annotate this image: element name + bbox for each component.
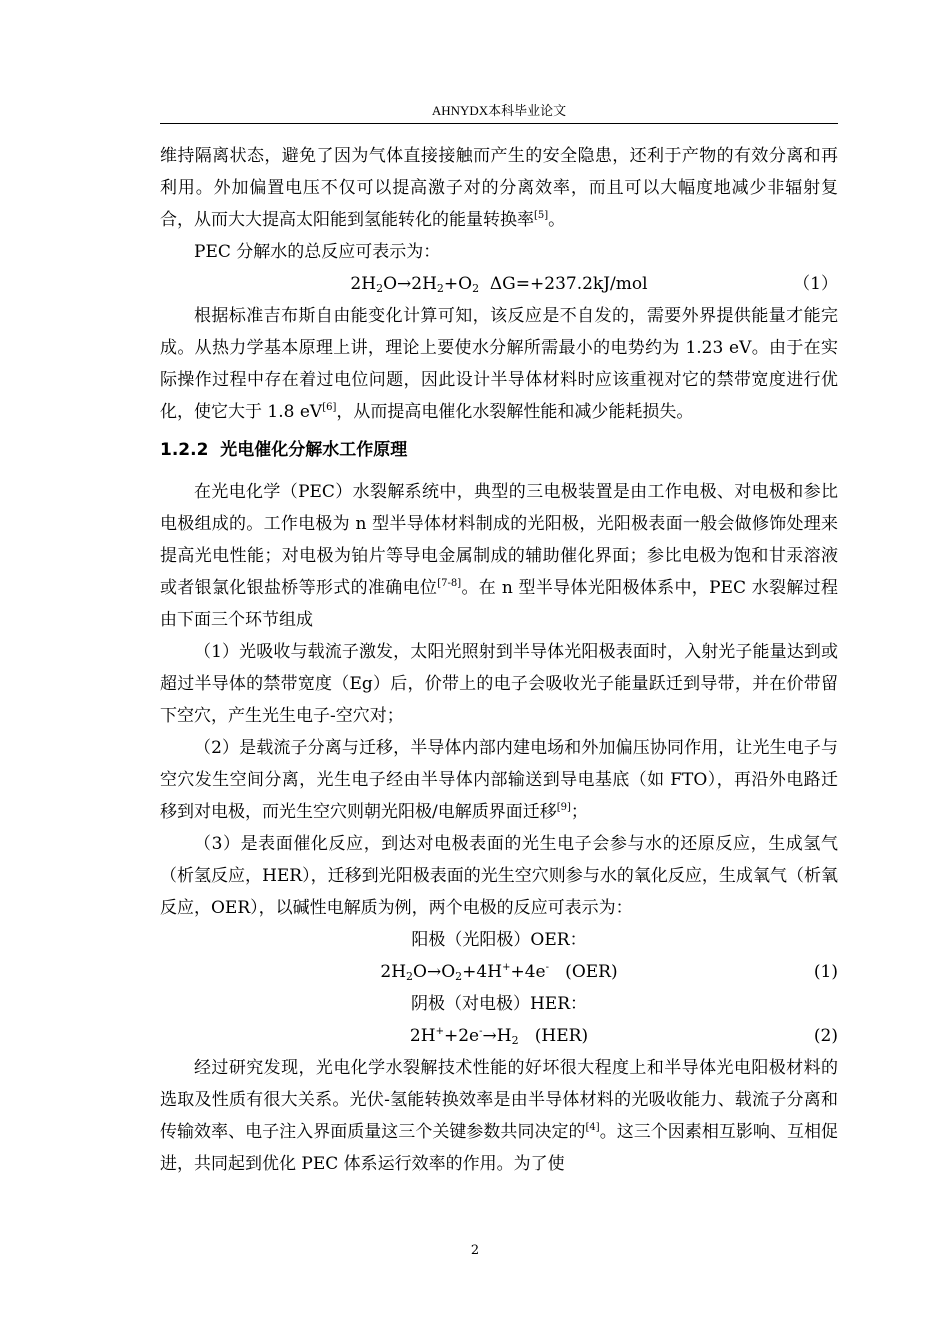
citation: [7-8]: [437, 578, 462, 589]
page-number: 2: [470, 1243, 480, 1258]
paragraph-step-3: （3）是表面催化反应，到达对电极表面的光生电子会参与水的还原反应，生成氢气（析氢反应，HER），迁移到光阳极表面的光生空穴则参与水的氧化反应，生成氧气（析氧反应，OER），以碱性电解质为例，两个电极的反应可表示为：: [160, 834, 838, 918]
equation-oer: $2H_2O\to O_2+4H^++4e^-$ (OER) (1): [160, 956, 838, 988]
anode-label: 阳极（光阳极）OER：: [411, 930, 587, 950]
running-header: AHNYDX本科毕业论文: [431, 103, 567, 118]
equation-number: (1): [813, 962, 838, 982]
body-text: [160, 140, 838, 1180]
paragraph-three-electrode: 在光电化学（PEC）水裂解系统中，典型的三电极装置是由工作电极、对电极和参比电极组成的。工作电极为 n 型半导体材料制成的光阳极，光阳极表面一般会做修饰处理来提高光电性能；对电极为铂片等导电金属制成的辅助催化界面；参比电极为饱和甘汞溶液或者银氯化银盐桥等形式的准确电位[7-8]。在 n 型半导体光阳极体系中，PEC 水裂解过程由下面三个环节组成: [160, 482, 839, 630]
section-heading: 1.2.2 光电催化分解水工作原理: [160, 440, 408, 460]
header-rule: [160, 123, 838, 124]
equation-number: (2): [813, 1026, 838, 1046]
citation: [4]: [585, 1122, 600, 1133]
equation-her: $2H^++2e^-\to H_2$ (HER) (2): [160, 1020, 838, 1052]
cathode-label: 阴极（对电极）HER：: [410, 994, 588, 1014]
paragraph-total-reaction: PEC 分解水的总反应可表示为：: [194, 242, 441, 262]
paragraph-gibbs: 根据标准吉布斯自由能变化计算可知，该反应是不自发的，需要外界提供能量才能完成。从热力学基本原理上讲，理论上要使水分解所需最小的电势约为 1.23 eV。由于在实际操作过程中存在着过电位问题，因此设计半导体材料时应该重视对它的禁带宽度进行优化，使它大于 1.8 eV[6]，从而提高电催化水裂解性能和减少能耗损失。: [160, 306, 838, 422]
citation: [5]: [534, 210, 549, 221]
equation-1: $2H_2O\to 2H_2+O_2$ ΔG=+237.2kJ/mol （1）: [160, 268, 838, 300]
paragraph-step-1: （1）光吸收与载流子激发，太阳光照射到半导体光阳极表面时，入射光子能量达到或超过半导体的禁带宽度（Eg）后，价带上的电子会吸收光子能量跃迁到导带，并在价带留下空穴，产生光生电子-空穴对；: [160, 642, 838, 726]
paragraph-step-2: （2）是载流子分离与迁移，半导体内部内建电场和外加偏压协同作用，让光生电子与空穴发生空间分离，光生电子经由半导体内部输送到导电基底（如 FTO），再沿外电路迁移到对电极，而光生空穴则朝光阳极/电解质界面迁移[9]；: [160, 738, 838, 822]
citation: [6]: [322, 402, 337, 413]
equation-number: （1）: [793, 274, 838, 294]
paragraph-continued: 维持隔离状态，避免了因为气体直接接触而产生的安全隐患，还利于产物的有效分离和再利用。外加偏置电压不仅可以提高激子对的分离效率，而且可以大幅度地减少非辐射复合，从而大大提高太阳能到氢能转化的能量转换率[5]。: [160, 146, 838, 230]
citation: [9]: [556, 802, 571, 813]
paragraph-research: 经过研究发现，光电化学水裂解技术性能的好坏很大程度上和半导体光电阳极材料的选取及性质有很大关系。光伏-氢能转换效率是由半导体材料的光吸收能力、载流子分离和传输效率、电子注入界面质量这三个关键参数共同决定的[4]。这三个因素相互影响、互相促进，共同起到优化 PEC 体系运行效率的作用。为了使: [160, 1058, 838, 1174]
